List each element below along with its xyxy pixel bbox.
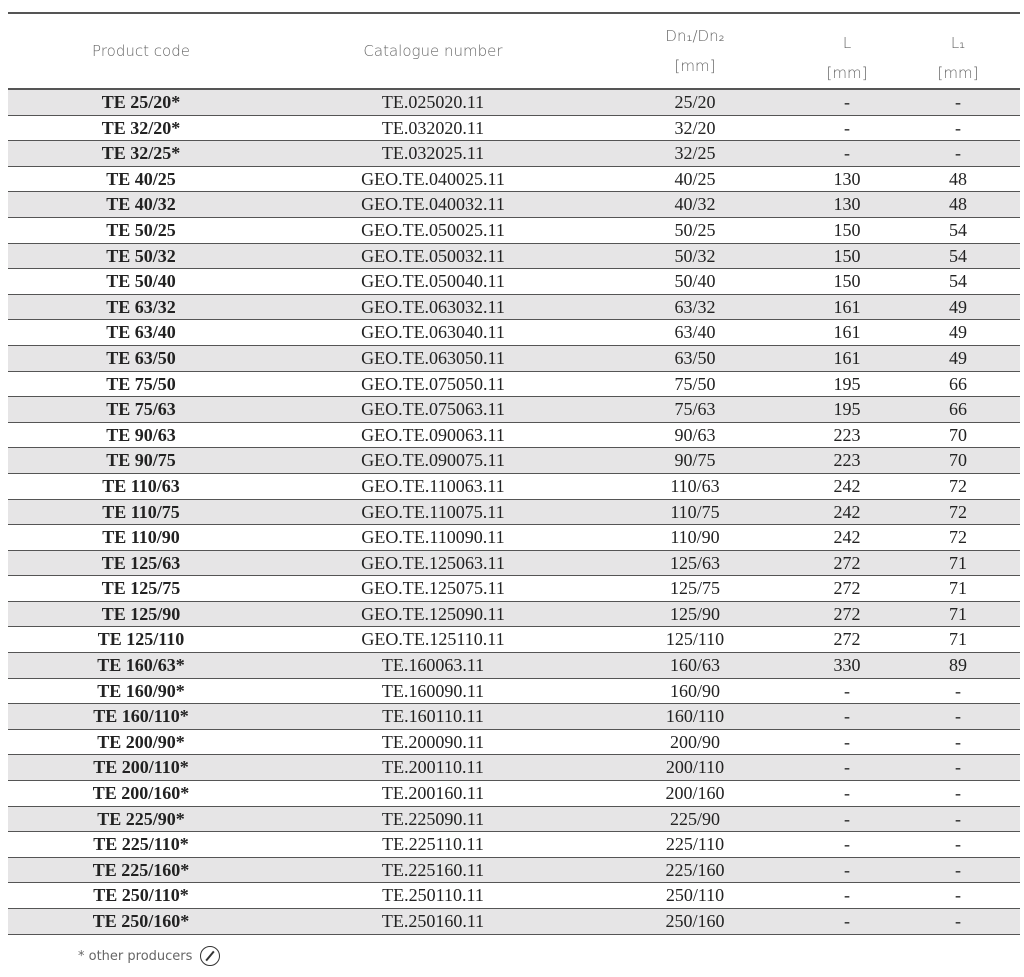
cell-catalogue-number: TE.200110.11 xyxy=(382,757,484,778)
cell-dn: 200/160 xyxy=(665,783,725,804)
cell-product-code: TE 125/75 xyxy=(101,578,181,599)
cell-product-code: TE 160/110* xyxy=(93,706,189,727)
cell-length-l: - xyxy=(844,143,850,164)
cell-length-l1: 72 xyxy=(949,527,967,548)
cell-catalogue-number: GEO.TE.040025.11 xyxy=(361,168,505,189)
cell-product-code: TE 40/25 xyxy=(106,168,176,189)
cell-product-code: TE 225/110* xyxy=(93,834,189,855)
cell-length-l: - xyxy=(844,706,850,727)
table-row xyxy=(8,551,1020,577)
cell-length-l1: 66 xyxy=(949,373,967,394)
table-row xyxy=(8,730,1020,756)
cell-catalogue-number: TE.225160.11 xyxy=(381,859,485,880)
footnote xyxy=(78,946,220,966)
table-row xyxy=(8,858,1020,884)
cell-dn: 225/110 xyxy=(665,834,725,855)
cell-length-l: - xyxy=(844,834,850,855)
header-dn-unit: [mm] xyxy=(674,57,716,75)
table-row xyxy=(8,372,1020,398)
cell-product-code: TE 63/40 xyxy=(106,322,176,343)
cell-product-code: TE 225/160* xyxy=(92,859,190,880)
cell-dn: 125/110 xyxy=(665,629,725,650)
cell-length-l: - xyxy=(844,859,850,880)
table-row xyxy=(8,141,1020,167)
cell-catalogue-number: GEO.TE.063032.11 xyxy=(361,296,505,317)
table-row xyxy=(8,704,1020,730)
header-catalogue-number: Catalogue number xyxy=(363,42,503,60)
cell-product-code: TE 110/90 xyxy=(102,527,180,548)
cell-catalogue-number: TE.160110.11 xyxy=(382,706,484,727)
cell-catalogue-number: GEO.TE.110063.11 xyxy=(361,475,505,496)
cell-length-l: - xyxy=(844,783,850,804)
cell-length-l: - xyxy=(844,680,850,701)
cell-length-l1: - xyxy=(955,143,961,164)
cell-length-l: 242 xyxy=(833,475,861,496)
cell-length-l: 161 xyxy=(833,296,861,317)
table-row xyxy=(8,807,1020,833)
cell-dn: 125/90 xyxy=(669,603,720,624)
cell-catalogue-number: GEO.TE.075063.11 xyxy=(361,399,505,420)
cell-catalogue-number: GEO.TE.125063.11 xyxy=(361,552,505,573)
table-row xyxy=(8,90,1020,116)
cell-product-code: TE 125/110 xyxy=(97,629,185,650)
cell-length-l1: - xyxy=(955,783,961,804)
cell-length-l: 150 xyxy=(833,245,861,266)
cell-product-code: TE 110/63 xyxy=(102,475,180,496)
cell-catalogue-number: GEO.TE.040032.11 xyxy=(361,194,505,215)
cell-length-l: 272 xyxy=(833,629,861,650)
cell-product-code: TE 200/110* xyxy=(93,757,189,778)
cell-length-l1: - xyxy=(955,757,961,778)
table-row xyxy=(8,627,1020,653)
cell-catalogue-number: GEO.TE.050032.11 xyxy=(361,245,505,266)
cell-catalogue-number: GEO.TE.063050.11 xyxy=(361,347,505,368)
cell-length-l: 272 xyxy=(833,578,861,599)
table-row xyxy=(8,397,1020,423)
table-row xyxy=(8,346,1020,372)
cell-length-l: 161 xyxy=(833,347,861,368)
cell-dn: 40/25 xyxy=(674,168,716,189)
table-row xyxy=(8,909,1020,935)
table-row xyxy=(8,781,1020,807)
cell-length-l: - xyxy=(844,117,850,138)
cell-product-code: TE 63/50 xyxy=(106,347,176,368)
cell-catalogue-number: GEO.TE.050040.11 xyxy=(361,271,505,292)
cell-length-l1: 49 xyxy=(949,296,967,317)
cell-length-l: 130 xyxy=(833,168,861,189)
cell-catalogue-number: GEO.TE.063040.11 xyxy=(361,322,505,343)
cell-length-l1: 71 xyxy=(949,578,967,599)
table-row xyxy=(8,576,1020,602)
table-row xyxy=(8,602,1020,628)
cell-length-l: 330 xyxy=(833,655,861,676)
cell-length-l1: - xyxy=(955,92,961,112)
table-row xyxy=(8,500,1020,526)
table-row xyxy=(8,218,1020,244)
cell-product-code: TE 75/63 xyxy=(106,399,176,420)
table-header xyxy=(8,14,1020,90)
cell-length-l: - xyxy=(844,731,850,752)
cell-dn: 250/160 xyxy=(665,911,725,931)
cell-dn: 225/90 xyxy=(669,808,720,829)
cell-length-l: 150 xyxy=(833,271,861,292)
cell-length-l1: 89 xyxy=(949,655,967,676)
cell-dn: 32/20 xyxy=(674,117,716,138)
cell-length-l1: 72 xyxy=(949,501,967,522)
table-row xyxy=(8,269,1020,295)
product-table xyxy=(8,12,1020,935)
cell-catalogue-number: TE.250110.11 xyxy=(382,885,484,906)
cell-product-code: TE 90/75 xyxy=(106,450,176,471)
cell-product-code: TE 90/63 xyxy=(106,424,176,445)
cell-catalogue-number: TE.160063.11 xyxy=(381,655,485,676)
cell-product-code: TE 125/63 xyxy=(101,552,181,573)
table-row xyxy=(8,525,1020,551)
cell-dn: 32/25 xyxy=(674,143,716,164)
cell-catalogue-number: TE.250160.11 xyxy=(381,911,485,931)
table-row xyxy=(8,192,1020,218)
cell-length-l1: - xyxy=(955,911,961,931)
cell-length-l1: - xyxy=(955,731,961,752)
cell-length-l: 242 xyxy=(833,527,861,548)
cell-length-l: 195 xyxy=(833,399,861,420)
cell-dn: 63/50 xyxy=(674,347,716,368)
cell-product-code: TE 160/90* xyxy=(97,680,185,701)
cell-length-l: - xyxy=(844,808,850,829)
cell-length-l1: - xyxy=(955,859,961,880)
cell-dn: 250/110 xyxy=(665,885,725,906)
cell-catalogue-number: GEO.TE.075050.11 xyxy=(361,373,505,394)
cell-length-l1: 54 xyxy=(949,245,967,266)
table-row xyxy=(8,883,1020,909)
cell-length-l1: - xyxy=(955,680,961,701)
cell-dn: 25/20 xyxy=(674,92,716,112)
cell-dn: 110/90 xyxy=(670,527,720,548)
cell-dn: 125/63 xyxy=(669,552,720,573)
cell-length-l: 223 xyxy=(833,424,861,445)
cell-catalogue-number: TE.032025.11 xyxy=(381,143,485,164)
cell-length-l1: 71 xyxy=(949,552,967,573)
cell-product-code: TE 75/50 xyxy=(106,373,176,394)
cell-dn: 50/40 xyxy=(674,271,716,292)
cell-product-code: TE 200/90* xyxy=(97,731,185,752)
cell-product-code: TE 250/160* xyxy=(92,911,190,931)
cell-dn: 50/25 xyxy=(674,219,716,240)
cell-length-l1: 54 xyxy=(949,271,967,292)
table-row xyxy=(8,167,1020,193)
cell-dn: 75/63 xyxy=(674,399,716,420)
cell-product-code: TE 225/90* xyxy=(97,808,185,829)
cell-product-code: TE 25/20* xyxy=(101,92,181,112)
table-row xyxy=(8,679,1020,705)
header-product-code: Product code xyxy=(92,42,190,60)
cell-product-code: TE 200/160* xyxy=(92,783,190,804)
cell-length-l1: - xyxy=(955,808,961,829)
cell-length-l: - xyxy=(844,885,850,906)
cell-length-l1: 49 xyxy=(949,347,967,368)
cell-product-code: TE 125/90 xyxy=(101,603,181,624)
cell-length-l: 150 xyxy=(833,219,861,240)
cell-length-l1: 54 xyxy=(949,219,967,240)
footnote-text: * other producers xyxy=(78,948,193,964)
cell-length-l1: 70 xyxy=(949,450,967,471)
cell-length-l: 242 xyxy=(833,501,861,522)
cell-length-l1: - xyxy=(955,834,961,855)
cell-length-l: - xyxy=(844,757,850,778)
cell-catalogue-number: TE.032020.11 xyxy=(381,117,485,138)
cell-dn: 160/90 xyxy=(669,680,720,701)
cell-catalogue-number: TE.160090.11 xyxy=(381,680,485,701)
cell-catalogue-number: GEO.TE.125090.11 xyxy=(361,603,505,624)
cell-dn: 160/63 xyxy=(669,655,720,676)
header-l-unit: [mm] xyxy=(826,64,868,82)
cell-length-l1: 66 xyxy=(949,399,967,420)
cell-length-l1: - xyxy=(955,117,961,138)
cell-dn: 50/32 xyxy=(674,245,716,266)
cell-catalogue-number: TE.225110.11 xyxy=(382,834,484,855)
cell-catalogue-number: GEO.TE.125110.11 xyxy=(361,629,505,650)
cell-catalogue-number: TE.200090.11 xyxy=(381,731,485,752)
cell-product-code: TE 40/32 xyxy=(106,194,176,215)
cell-length-l: 161 xyxy=(833,322,861,343)
cell-product-code: TE 160/63* xyxy=(97,655,185,676)
cell-dn: 110/63 xyxy=(670,475,720,496)
cell-length-l: - xyxy=(844,911,850,931)
cell-catalogue-number: TE.025020.11 xyxy=(381,92,485,112)
table-row xyxy=(8,832,1020,858)
cell-dn: 63/32 xyxy=(674,296,716,317)
cell-length-l1: 48 xyxy=(949,194,967,215)
cell-length-l1: 71 xyxy=(949,629,967,650)
table-row xyxy=(8,448,1020,474)
cell-catalogue-number: GEO.TE.050025.11 xyxy=(361,219,505,240)
cell-length-l1: - xyxy=(955,885,961,906)
cell-length-l: 130 xyxy=(833,194,861,215)
header-l: L xyxy=(842,34,852,52)
producer-logo-icon xyxy=(200,946,220,966)
cell-product-code: TE 63/32 xyxy=(106,296,176,317)
table-row xyxy=(8,755,1020,781)
cell-product-code: TE 50/32 xyxy=(106,245,176,266)
cell-catalogue-number: GEO.TE.110090.11 xyxy=(361,527,505,548)
cell-product-code: TE 32/20* xyxy=(101,117,181,138)
cell-dn: 40/32 xyxy=(674,194,716,215)
cell-product-code: TE 250/110* xyxy=(93,885,189,906)
table-row xyxy=(8,320,1020,346)
table-row xyxy=(8,423,1020,449)
cell-catalogue-number: TE.225090.11 xyxy=(381,808,485,829)
header-l1-unit: [mm] xyxy=(937,64,979,82)
cell-product-code: TE 50/25 xyxy=(106,219,176,240)
cell-dn: 200/110 xyxy=(665,757,725,778)
cell-dn: 160/110 xyxy=(665,706,725,727)
cell-catalogue-number: GEO.TE.090063.11 xyxy=(361,424,505,445)
cell-length-l: 223 xyxy=(833,450,861,471)
cell-dn: 90/63 xyxy=(674,424,716,445)
cell-product-code: TE 110/75 xyxy=(102,501,180,522)
cell-length-l: - xyxy=(844,92,850,112)
header-dn: Dn₁/Dn₂ xyxy=(665,27,725,45)
cell-length-l1: 70 xyxy=(949,424,967,445)
cell-catalogue-number: GEO.TE.125075.11 xyxy=(361,578,505,599)
cell-dn: 63/40 xyxy=(674,322,716,343)
cell-length-l: 272 xyxy=(833,552,861,573)
table-row xyxy=(8,474,1020,500)
table-body xyxy=(8,90,1020,935)
cell-length-l: 272 xyxy=(833,603,861,624)
cell-length-l1: 48 xyxy=(949,168,967,189)
table-row xyxy=(8,653,1020,679)
cell-length-l1: 72 xyxy=(949,475,967,496)
cell-length-l1: 71 xyxy=(949,603,967,624)
table-row xyxy=(8,116,1020,142)
cell-catalogue-number: TE.200160.11 xyxy=(381,783,485,804)
cell-length-l: 195 xyxy=(833,373,861,394)
cell-catalogue-number: GEO.TE.090075.11 xyxy=(361,450,505,471)
cell-dn: 75/50 xyxy=(674,373,716,394)
header-l1: L₁ xyxy=(950,34,966,52)
cell-length-l1: 49 xyxy=(949,322,967,343)
cell-dn: 90/75 xyxy=(674,450,716,471)
cell-dn: 225/160 xyxy=(665,859,725,880)
table-row xyxy=(8,295,1020,321)
cell-dn: 200/90 xyxy=(669,731,720,752)
cell-length-l1: - xyxy=(955,706,961,727)
cell-dn: 125/75 xyxy=(669,578,720,599)
table-row xyxy=(8,244,1020,270)
cell-dn: 110/75 xyxy=(670,501,720,522)
cell-catalogue-number: GEO.TE.110075.11 xyxy=(361,501,505,522)
cell-product-code: TE 50/40 xyxy=(106,271,176,292)
cell-product-code: TE 32/25* xyxy=(101,143,181,164)
